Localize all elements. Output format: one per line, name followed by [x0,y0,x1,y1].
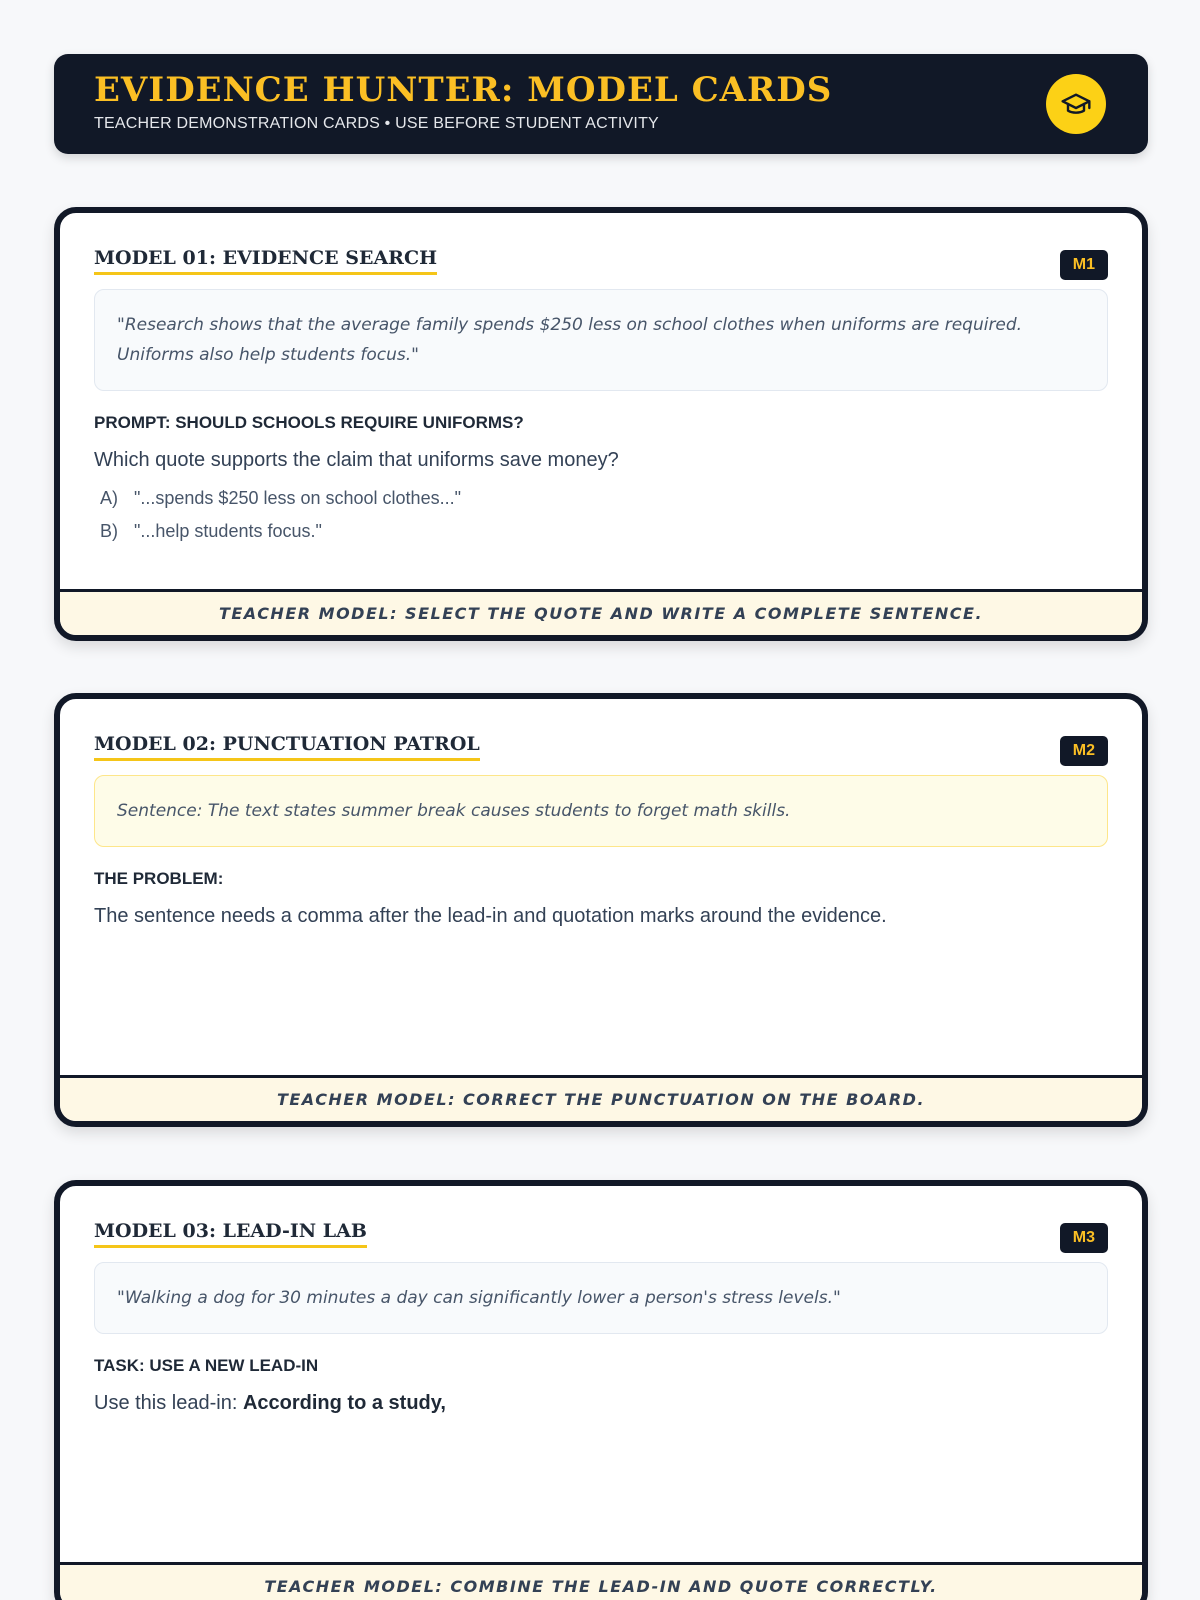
model-card-2 [54,693,1148,1127]
card-title: MODEL 03: LEAD-IN LAB [94,1220,367,1248]
answer-options [94,488,1108,542]
option-letter: A) [100,488,118,508]
teacher-model-footer: TEACHER MODEL: CORRECT THE PUNCTUATION ON THE BOARD. [60,1075,1142,1121]
option-b[interactable] [94,521,1108,542]
page-title: EVIDENCE HUNTER: MODEL CARDS [94,70,833,110]
problem-label: THE PROBLEM: [94,869,224,888]
option-a[interactable] [94,488,1108,509]
question-text: Which quote supports the claim that uniforms save money? [94,449,619,471]
option-text: "...spends $250 less on school clothes..." [134,488,461,508]
graduation-cap-icon [1046,74,1106,134]
card-tag-badge: M3 [1060,1223,1108,1253]
card-tag-badge: M2 [1060,736,1108,766]
sentence-box: Sentence: The text states summer break causes students to forget math skills. [94,775,1108,847]
model-card-3 [54,1180,1148,1600]
quote-box: "Research shows that the average family spends $250 less on school clothes when uniforms are required. Uniforms also help students focus." [94,289,1108,391]
lead-in-phrase: According to a study, [242,1392,446,1414]
teacher-model-footer: TEACHER MODEL: COMBINE THE LEAD-IN AND QUOTE CORRECTLY. [60,1562,1142,1600]
quote-box: "Walking a dog for 30 minutes a day can significantly lower a person's stress levels." [94,1262,1108,1334]
card-title: MODEL 01: EVIDENCE SEARCH [94,247,437,275]
page-header [54,54,1148,154]
card-title: MODEL 02: PUNCTUATION PATROL [94,733,480,761]
model-card-1 [54,207,1148,641]
option-text: "...help students focus." [134,521,322,541]
option-letter: B) [100,521,118,541]
lead-in-prefix: Use this lead-in: [94,1392,243,1414]
problem-text: The sentence needs a comma after the lead-in and quotation marks around the evidence. [94,905,887,927]
page-subtitle: TEACHER DEMONSTRATION CARDS • USE BEFORE STUDENT ACTIVITY [94,115,659,132]
card-tag-badge: M1 [1060,250,1108,280]
task-label: TASK: USE A NEW LEAD-IN [94,1356,319,1375]
lead-in-instruction [94,1392,1108,1415]
prompt-label: PROMPT: SHOULD SCHOOLS REQUIRE UNIFORMS? [94,413,524,432]
teacher-model-footer: TEACHER MODEL: SELECT THE QUOTE AND WRITE A COMPLETE SENTENCE. [60,589,1142,635]
